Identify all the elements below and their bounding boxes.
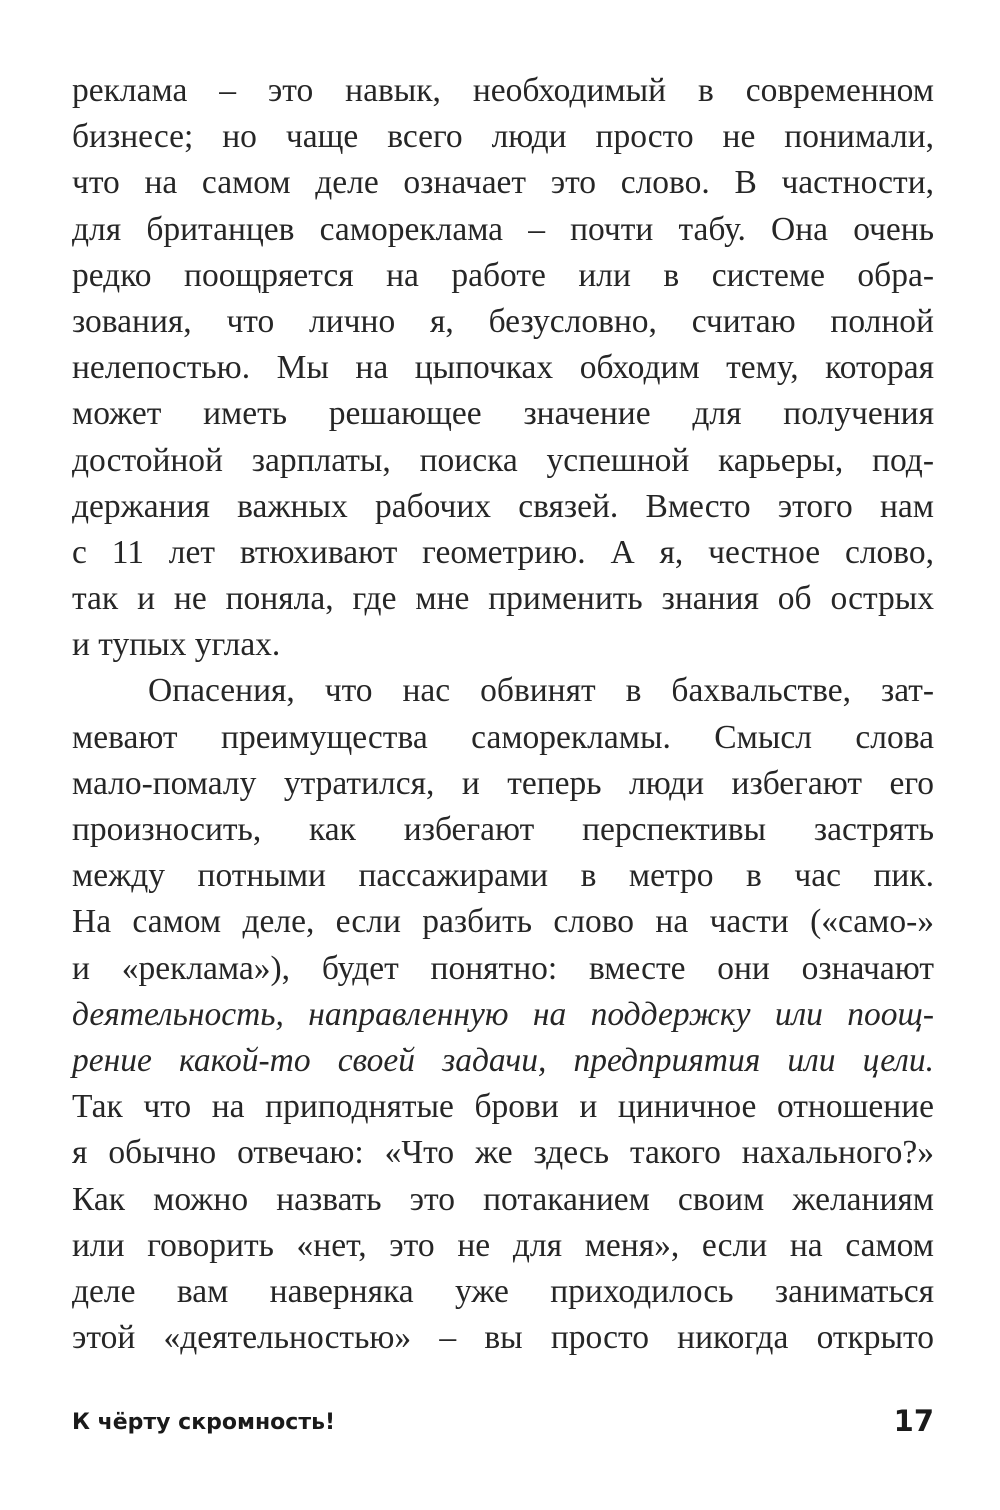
text-line: достойной зарплаты, поиска успешной карьеры, под- [72, 441, 934, 479]
text-line: может иметь решающее значение для получения [72, 395, 934, 433]
text-line: и «реклама»), будет понятно: вместе они означают [72, 949, 934, 987]
text-line: редко поощряется на работе или в системе обра- [72, 256, 934, 294]
text-line: для британцев самореклама – почти табу. Она очень [72, 210, 934, 248]
text-line: Как можно назвать это потаканием своим желаниям [72, 1180, 934, 1218]
paragraph-1 [72, 68, 934, 668]
book-title: К чёрту скромность! [72, 1410, 336, 1435]
text-line: я обычно отвечаю: «Что же здесь такого нахального?» [72, 1134, 934, 1172]
text-line: нелепостью. Мы на цыпочках обходим тему, которая [72, 349, 934, 387]
text-line: Так что на приподнятые брови и циничное отношение [72, 1088, 934, 1126]
body-text [72, 68, 934, 1361]
text-line: этой «деятельностью» – вы просто никогда открыто [72, 1319, 934, 1357]
page-number: 17 [893, 1404, 934, 1438]
text-line: реклама – это навык, необходимый в современном [72, 72, 934, 109]
text-line: Опасения, что нас обвинят в бахвальстве, зат- [148, 672, 934, 710]
italic-text-line: деятельность, направленную на поддержку или поощ- [72, 995, 934, 1033]
text-line: между потными пассажирами в метро в час пик. [72, 857, 934, 895]
text-line: с 11 лет втюхивают геометрию. А я, честное слово, [72, 533, 934, 571]
text-line: держания важных рабочих связей. Вместо этого нам [72, 487, 934, 525]
text-line: бизнесе; но чаще всего люди просто не понимали, [72, 118, 934, 156]
text-line: зования, что лично я, безусловно, считаю полной [72, 302, 934, 340]
text-line: или говорить «нет, это не для меня», если на самом [72, 1226, 934, 1264]
paragraph-2 [72, 668, 934, 1361]
page-footer [72, 1404, 934, 1444]
text-line: мало-помалу утратился, и теперь люди избегают его [72, 764, 934, 802]
text-line: произносить, как избегают перспективы застрять [72, 811, 934, 848]
text-line: деле вам наверняка уже приходилось заниматься [72, 1272, 934, 1310]
text-line: так и не поняла, где мне применить знания об острых [72, 580, 934, 618]
text-line: На самом деле, если разбить слово на части («само-» [72, 903, 934, 941]
text-line: что на самом деле означает это слово. В частности, [72, 164, 934, 202]
text-line: и тупых углах. [72, 626, 281, 664]
text-line: мевают преимущества саморекламы. Смысл слова [72, 718, 934, 756]
italic-text-line: рение какой-то своей задачи, предприятия или цели. [72, 1041, 934, 1079]
